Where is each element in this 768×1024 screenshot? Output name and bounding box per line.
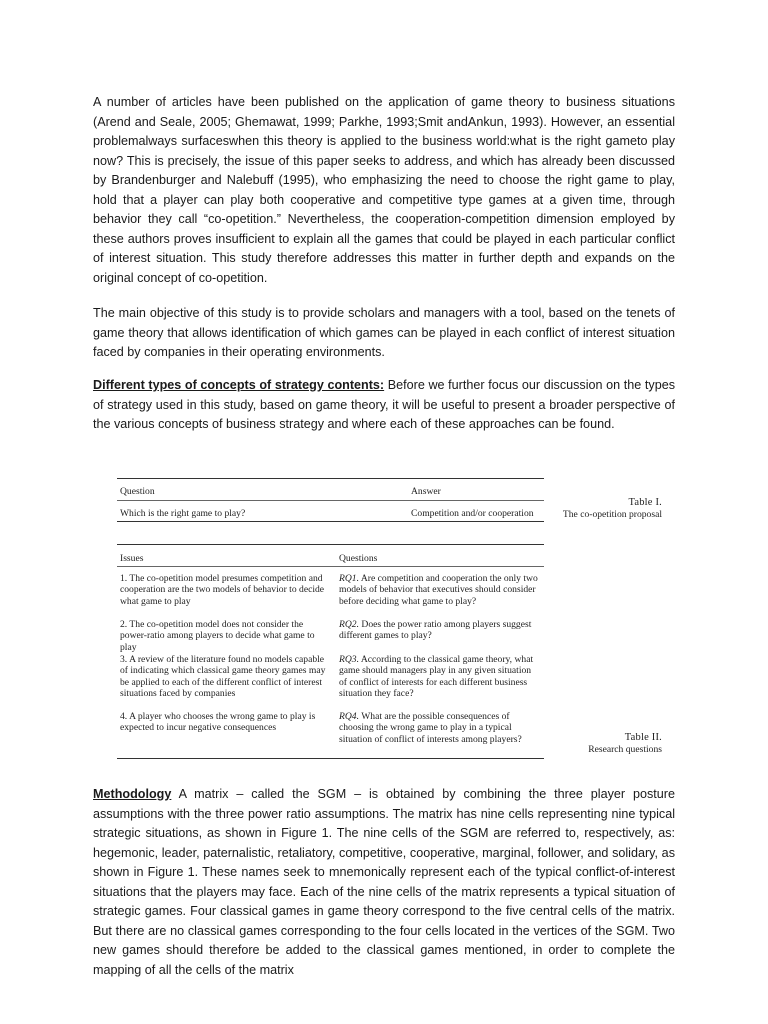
table-caption-label: Table II. [624,732,662,743]
methodology-heading: Methodology [93,787,172,801]
table-cell-issue: 3. A review of the literature found no models capable of indicating which classical game theory games may be applied to each of the different conflict of interest situations faced by companies [120,654,326,700]
rq-text: Are competition and cooperation the only two models of behavior that executives should consider before deciding what game to play? [339,573,538,607]
table-header-question: Question [120,486,155,497]
rq-text: Does the power ratio among players suggest different games to play? [339,619,532,642]
table-header-issues: Issues [120,553,144,564]
strategy-concepts-heading: Different types of concepts of strategy contents: [93,378,385,392]
table-caption [588,732,662,756]
table-rule [117,566,544,567]
table-caption-title: The co-opetition proposal [562,509,662,520]
rq-label: RQ4. [339,711,359,722]
table-caption-title: Research questions [588,744,662,755]
table-cell-issue: 1. The co-opetition model presumes competition and cooperation are the two models of behavior to decide what game to play [120,573,325,607]
rq-text: What are the possible consequences of choosing the wrong game to play in a typical situation of conflict of interests among players? [339,711,522,745]
table-cell-research-question [339,711,539,745]
table-co-opetition-proposal [117,478,677,528]
table-cell-research-question [339,654,539,700]
table-rule [117,500,544,501]
methodology-body: A matrix – called the SGM – is obtained by combining the three player posture assumptions with the three power ratio assumptions. The matrix has nine cells representing nine typical strategic situations, as shown in Figure 1. The nine cells of the SGM are referred to, respectively, as: hegemonic, leader, paternalistic, retaliatory, competitive, cooperative, marginal, follower, and solidary, as shown in Figure 1. These names seek to mnemonically represent each of the typical conflict-of-interest situations that the players may face. Each of the nine cells of the matrix represents a typical situation of strategic games. Four classical games in game theory correspond to the five central cells of the matrix. But there are no classical games corresponding to the four cells located in the vertices of the SGM. Two new games should therefore be added to the classical games mentioned, in order to complete the mapping of all the cells of the matrix [93,787,675,977]
table-cell-research-question [339,619,539,642]
strategy-concepts-paragraph [93,376,675,435]
rq-label: RQ3. [339,654,359,665]
table-cell-research-question [339,573,539,607]
rq-label: RQ1. [339,573,359,584]
table-rule [117,478,544,479]
table-caption-label: Table I. [628,497,662,508]
table-header-questions: Questions [339,553,378,564]
strategy-concepts-body: Before we further focus our discussion on the types of strategy used in this study, based on game theory, it will be useful to present a broader perspective of the various concepts of business strategy and where each of these approaches can be found. [93,378,676,431]
table-rule [117,521,544,522]
table-header-answer: Answer [411,486,441,497]
objective-paragraph: The main objective of this study is to provide scholars and managers with a tool, based on the tenets of game theory that allows identification of which games can be played in each conflict of interest situation faced by companies in their operating environments. [93,306,675,359]
rq-label: RQ2. [339,619,359,630]
table-cell-question: Which is the right game to play? [120,508,246,519]
table-cell-issue: 2. The co-opetition model does not consider the power-ratio among players to decide what game to play [120,619,315,653]
table-cell-issue: 4. A player who chooses the wrong game to play is expected to incur negative consequences [120,711,316,734]
table-caption [563,497,662,521]
table-cell-answer: Competition and/or cooperation [411,508,534,519]
methodology-paragraph [93,785,675,980]
table-rule [117,544,544,545]
intro-paragraph: A number of articles have been published on the application of game theory to business situations (Arend and Seale, 2005; Ghemawat, 1999; Parkhe, 1993;Smit andAnkun, 1993). However, an essential problemalways surfaceswhen this theory is applied to the business world:what is the right gameto play now? This is precisely, the issue of this paper seeks to address, and which has already been discussed by Brandenburger and Nalebuff (1995), who emphasizing the need to choose the right game to play, hold that a player can play both cooperative and competitive type games at a given time, through behavior they call “co-opetition.” Nevertheless, the cooperation-competition dimension employed by these authors proves insufficient to explain all the games that could be played in each particular conflict of interest situation. This study therefore addresses this matter in further depth and expands on the original concept of co-opetition. [93,95,675,285]
table-research-questions [117,544,677,760]
rq-text: According to the classical game theory, what game should managers play in any given situation of conflict of interests for each different business situation they face? [339,654,534,700]
table-rule [117,758,544,759]
